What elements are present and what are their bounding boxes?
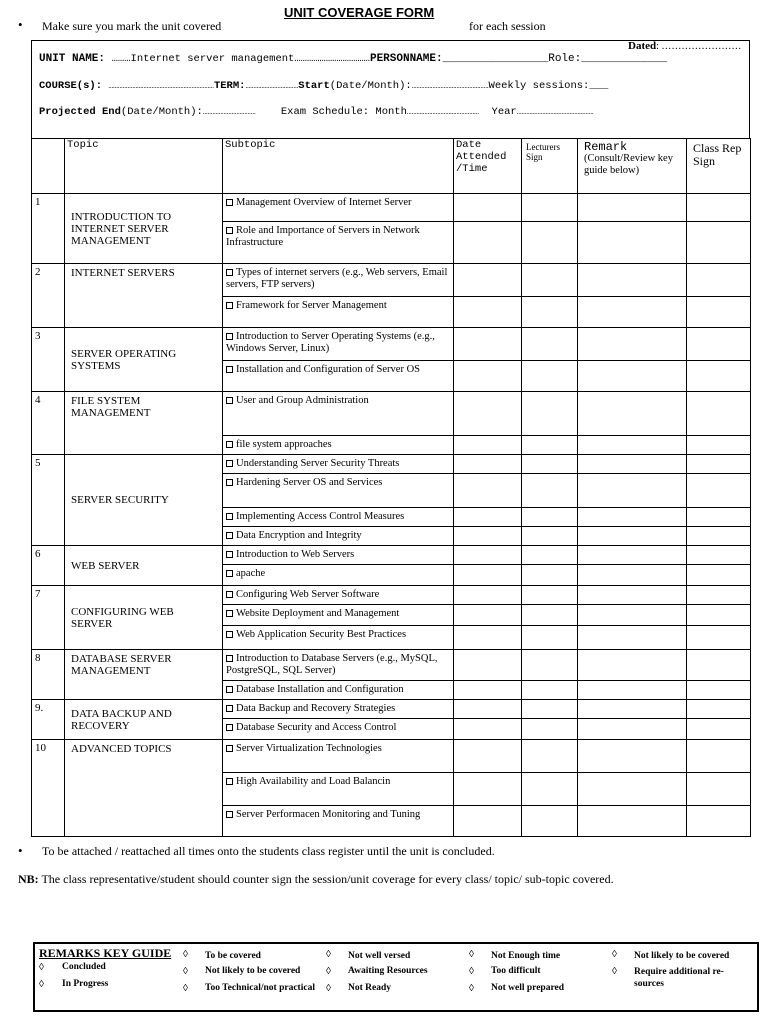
class-rep-sign-cell[interactable] (687, 455, 751, 474)
subtopic-cell (223, 474, 454, 508)
date-attended-cell[interactable] (454, 474, 522, 508)
subtopic-text: Data Encryption and Integrity (236, 530, 362, 541)
checkbox-icon[interactable] (226, 479, 233, 486)
nb-text: The class representative/student should counter sign the session/unit coverage for every class/ topic/ sub-topic covered. (41, 872, 614, 886)
subtopic-text: Understanding Server Security Threats (236, 458, 400, 469)
subtopic-cell (223, 455, 454, 474)
remark-cell[interactable] (578, 740, 687, 773)
checkbox-icon[interactable] (226, 631, 233, 638)
term-field[interactable]: …………………………… (245, 82, 299, 91)
subtopic-text: Role and Importance of Servers in Network Infrastructure (226, 225, 420, 248)
class-rep-sign-cell[interactable] (687, 700, 751, 719)
remark-cell[interactable] (578, 392, 687, 436)
date-attended-cell[interactable] (454, 297, 522, 328)
subtopic-cell (223, 527, 454, 546)
subtopic-cell (223, 194, 454, 222)
subtopic-text: Hardening Server OS and Services (236, 477, 383, 488)
row-number: 7 (32, 586, 65, 650)
table-row (32, 392, 751, 436)
subtopic-text: Introduction to Web Servers (236, 549, 355, 560)
unit-name-label: UNIT NAME: (39, 53, 106, 65)
checkbox-icon[interactable] (226, 227, 233, 234)
unit-name-row (39, 53, 667, 65)
header-remark-title: Remark (584, 140, 628, 154)
topic-cell: SERVER SECURITY (65, 455, 223, 546)
remark-cell[interactable] (578, 297, 687, 328)
subtopic-text: apache (236, 568, 266, 579)
date-attended-cell[interactable] (454, 650, 522, 681)
lecturer-sign-cell[interactable] (522, 626, 578, 650)
subtopic-cell (223, 297, 454, 328)
remark-cell[interactable] (578, 527, 687, 546)
class-rep-sign-cell[interactable] (687, 264, 751, 297)
class-rep-sign-cell[interactable] (687, 527, 751, 546)
date-attended-cell[interactable] (454, 264, 522, 297)
class-rep-sign-cell[interactable] (687, 719, 751, 740)
diamond-icon: ◊ (469, 983, 474, 994)
lecturer-sign-cell[interactable] (522, 650, 578, 681)
start-label: Start (298, 80, 330, 92)
class-rep-sign-cell[interactable] (687, 681, 751, 700)
date-attended-cell[interactable] (454, 719, 522, 740)
course-field[interactable]: ………………………………………………………… (108, 82, 214, 91)
lecturer-sign-cell[interactable] (522, 700, 578, 719)
remarks-key-item: Not likely to be covered (634, 951, 730, 961)
table-row (32, 546, 751, 565)
lecturer-sign-cell[interactable] (522, 806, 578, 837)
subtopic-cell (223, 806, 454, 837)
lecturer-sign-cell[interactable] (522, 392, 578, 436)
subtopic-cell (223, 650, 454, 681)
row-number: 2 (32, 264, 65, 328)
start-field[interactable]: ………………………………………… (411, 82, 489, 91)
subtopic-cell (223, 436, 454, 455)
class-rep-sign-cell[interactable] (687, 740, 751, 773)
checkbox-icon[interactable] (226, 570, 233, 577)
date-attended-cell[interactable] (454, 527, 522, 546)
diamond-icon: ◊ (326, 983, 331, 994)
projected-row (39, 106, 594, 118)
table-row (32, 650, 751, 681)
lecturer-sign-cell[interactable] (522, 546, 578, 565)
subtopic-text: Introduction to Database Servers (e.g., MySQL, PostgreSQL, SQL Server) (226, 653, 438, 676)
checkbox-icon[interactable] (226, 778, 233, 785)
class-rep-sign-cell[interactable] (687, 222, 751, 264)
header-topic: Topic (65, 139, 223, 194)
course-row (39, 80, 608, 92)
instruction-left: Make sure you mark the unit covered (42, 19, 222, 33)
diamond-icon: ◊ (326, 949, 331, 960)
remarks-key-item: Too Technical/not practical (205, 983, 315, 993)
subtopic-text: Server Virtualization Technologies (236, 743, 382, 754)
class-rep-sign-cell[interactable] (687, 194, 751, 222)
remark-cell[interactable] (578, 436, 687, 455)
subtopic-text: Database Security and Access Control (236, 722, 397, 733)
date-attended-cell[interactable] (454, 392, 522, 436)
checkbox-icon[interactable] (226, 551, 233, 558)
row-number: 5 (32, 455, 65, 546)
lecturer-sign-cell[interactable] (522, 527, 578, 546)
checkbox-icon[interactable] (226, 366, 233, 373)
checkbox-icon[interactable] (226, 686, 233, 693)
subtopic-text: Web Application Security Best Practices (236, 629, 407, 640)
lecturer-sign-cell[interactable] (522, 474, 578, 508)
instruction-right: for each session (469, 19, 546, 33)
lecturer-sign-cell[interactable] (522, 297, 578, 328)
lecturer-sign-cell[interactable] (522, 508, 578, 527)
projected-field[interactable]: …………………………… (202, 108, 256, 117)
row-number: 9. (32, 700, 65, 740)
subtopic-cell (223, 719, 454, 740)
remark-cell[interactable] (578, 565, 687, 586)
class-rep-sign-cell[interactable] (687, 806, 751, 837)
dated-field[interactable] (628, 40, 741, 52)
date-attended-cell[interactable] (454, 194, 522, 222)
diamond-icon: ◊ (183, 966, 188, 977)
year-label: Year (491, 106, 517, 118)
diamond-icon: ◊ (612, 966, 617, 977)
checkbox-icon[interactable] (226, 532, 233, 539)
table-row (32, 194, 751, 222)
subtopic-text: file system approaches (236, 439, 332, 450)
date-attended-cell[interactable] (454, 222, 522, 264)
remark-cell[interactable] (578, 773, 687, 806)
remark-cell[interactable] (578, 546, 687, 565)
subtopic-cell (223, 546, 454, 565)
lecturer-sign-cell[interactable] (522, 773, 578, 806)
remark-cell[interactable] (578, 605, 687, 626)
remarks-key-item: Concluded (62, 962, 106, 972)
topic-cell: INTRODUCTION TO INTERNET SERVER MANAGEMENT (65, 194, 223, 264)
header-remark (578, 139, 687, 194)
table-header-row (32, 139, 751, 194)
subtopic-text: Server Performacen Monitoring and Tuning (236, 809, 421, 820)
date-attended-cell[interactable] (454, 773, 522, 806)
remark-cell[interactable] (578, 474, 687, 508)
subtopic-cell (223, 586, 454, 605)
topic-cell: SERVER OPERATING SYSTEMS (65, 328, 223, 392)
dated-dots: : …………………… (656, 41, 742, 52)
lecturer-sign-cell[interactable] (522, 565, 578, 586)
row-number: 3 (32, 328, 65, 392)
remark-cell[interactable] (578, 719, 687, 740)
projected-label: Projected End (39, 106, 121, 118)
remark-cell[interactable] (578, 650, 687, 681)
subtopic-text: Configuring Web Server Software (236, 589, 380, 600)
date-attended-cell[interactable] (454, 565, 522, 586)
lecturer-sign-cell[interactable] (522, 681, 578, 700)
lecturer-sign-cell[interactable] (522, 455, 578, 474)
remarks-key-item: Too difficult (491, 966, 541, 976)
date-attended-cell[interactable] (454, 740, 522, 773)
class-rep-sign-cell[interactable] (687, 392, 751, 436)
personname-field[interactable]: ________________ (442, 53, 549, 65)
diamond-icon: ◊ (39, 979, 44, 990)
date-attended-cell[interactable] (454, 681, 522, 700)
form-title: UNIT COVERAGE FORM (284, 5, 435, 20)
header-date-attended: Date Attended /Time (454, 139, 522, 194)
header-remark-sub: (Consult/Review key guide below) (584, 153, 673, 176)
row-number: 8 (32, 650, 65, 700)
lecturer-sign-cell[interactable] (522, 719, 578, 740)
coverage-table (31, 138, 751, 837)
checkbox-icon[interactable] (226, 655, 233, 662)
diamond-icon: ◊ (326, 966, 331, 977)
diamond-icon: ◊ (612, 949, 617, 960)
row-number: 4 (32, 392, 65, 455)
class-rep-sign-cell[interactable] (687, 586, 751, 605)
class-rep-sign-cell[interactable] (687, 297, 751, 328)
class-rep-sign-cell[interactable] (687, 328, 751, 361)
diamond-icon: ◊ (39, 962, 44, 973)
table-row (32, 700, 751, 719)
remarks-key-item: Not Ready (348, 983, 392, 993)
subtopic-text: Website Deployment and Management (236, 608, 400, 619)
attach-note: To be attached / reattached all times onto the students class register until the unit is concluded. (42, 844, 495, 858)
subtopic-cell (223, 508, 454, 527)
subtopic-cell (223, 681, 454, 700)
subtopic-text: Management Overview of Internet Server (236, 197, 412, 208)
remark-cell[interactable] (578, 328, 687, 361)
lecturer-sign-cell[interactable] (522, 436, 578, 455)
remark-cell[interactable] (578, 361, 687, 392)
header-subtopic: Subtopic (223, 139, 454, 194)
remark-cell[interactable] (578, 700, 687, 719)
date-attended-cell[interactable] (454, 455, 522, 474)
class-rep-sign-cell[interactable] (687, 546, 751, 565)
weekly-sessions[interactable]: Weekly sessions:___ (488, 80, 609, 92)
topic-cell: DATABASE SERVER MANAGEMENT (65, 650, 223, 700)
subtopic-cell (223, 361, 454, 392)
date-attended-cell[interactable] (454, 361, 522, 392)
remarks-key-item: Not Enough time (491, 951, 561, 961)
lecturer-sign-cell[interactable] (522, 361, 578, 392)
remark-cell[interactable] (578, 681, 687, 700)
subtopic-cell (223, 740, 454, 773)
date-attended-cell[interactable] (454, 508, 522, 527)
subtopic-text: Framework for Server Management (236, 300, 387, 311)
checkbox-icon[interactable] (226, 269, 233, 276)
date-attended-cell[interactable] (454, 586, 522, 605)
subtopic-cell (223, 605, 454, 626)
class-rep-sign-cell[interactable] (687, 773, 751, 806)
class-rep-sign-cell[interactable] (687, 436, 751, 455)
date-attended-cell[interactable] (454, 700, 522, 719)
nb-note (18, 872, 614, 887)
remarks-key-item: Not likely to be covered (205, 966, 301, 976)
subtopic-cell (223, 773, 454, 806)
class-rep-sign-cell[interactable] (687, 650, 751, 681)
remark-cell[interactable] (578, 626, 687, 650)
remark-cell[interactable] (578, 222, 687, 264)
instruction-bullet: • (18, 17, 23, 32)
lecturer-sign-cell[interactable] (522, 740, 578, 773)
subtopic-cell (223, 626, 454, 650)
class-rep-sign-cell[interactable] (687, 508, 751, 527)
subtopic-text: Implementing Access Control Measures (236, 511, 405, 522)
table-row (32, 264, 751, 297)
subtopic-cell (223, 264, 454, 297)
checkbox-icon[interactable] (226, 460, 233, 467)
course-label: COURSE(s): (39, 80, 103, 92)
checkbox-icon[interactable] (226, 591, 233, 598)
topic-cell: CONFIGURING WEB SERVER (65, 586, 223, 650)
remarks-key-item: Not well versed (348, 951, 411, 961)
checkbox-icon[interactable] (226, 705, 233, 712)
role-label: Role: (548, 53, 582, 65)
checkbox-icon[interactable] (226, 610, 233, 617)
header-num-cell (32, 139, 65, 194)
checkbox-icon[interactable] (226, 811, 233, 818)
remark-cell[interactable] (578, 806, 687, 837)
remarks-key-item: Not well prepared (491, 983, 565, 993)
remark-cell[interactable] (578, 194, 687, 222)
start-hint: (Date/Month): (329, 80, 412, 92)
remarks-key-item: Require additional re-sources (634, 967, 724, 989)
remark-cell[interactable] (578, 264, 687, 297)
diamond-icon: ◊ (469, 966, 474, 977)
unit-name-value[interactable]: ………Internet server management……………………………… (111, 53, 370, 65)
table-row (32, 740, 751, 773)
table-row (32, 455, 751, 474)
subtopic-cell (223, 328, 454, 361)
exam-field[interactable]: ……………………………………… (406, 108, 479, 117)
subtopic-text: User and Group Administration (236, 395, 369, 406)
lecturer-sign-cell[interactable] (522, 586, 578, 605)
remarks-key-item: In Progress (62, 979, 109, 989)
checkbox-icon[interactable] (226, 333, 233, 340)
dated-label: Dated (628, 40, 657, 52)
remark-cell[interactable] (578, 508, 687, 527)
table-row (32, 586, 751, 605)
lecturer-sign-cell[interactable] (522, 605, 578, 626)
date-attended-cell[interactable] (454, 328, 522, 361)
role-field[interactable]: _____________ (581, 53, 668, 65)
table-row (32, 328, 751, 361)
lecturer-sign-cell[interactable] (522, 328, 578, 361)
attach-bullet: • (18, 843, 23, 858)
date-attended-cell[interactable] (454, 605, 522, 626)
topic-cell: DATA BACKUP AND RECOVERY (65, 700, 223, 740)
diamond-icon: ◊ (469, 949, 474, 960)
checkbox-icon[interactable] (226, 724, 233, 731)
lecturer-sign-cell[interactable] (522, 222, 578, 264)
projected-hint: (Date/Month): (120, 106, 203, 118)
row-number: 6 (32, 546, 65, 586)
subtopic-text: Database Installation and Configuration (236, 684, 404, 695)
remark-cell[interactable] (578, 455, 687, 474)
checkbox-icon[interactable] (226, 513, 233, 520)
subtopic-cell (223, 700, 454, 719)
diamond-icon: ◊ (183, 949, 188, 960)
class-rep-sign-cell[interactable] (687, 626, 751, 650)
topic-cell: WEB SERVER (65, 546, 223, 586)
class-rep-sign-cell[interactable] (687, 605, 751, 626)
subtopic-text: Data Backup and Recovery Strategies (236, 703, 396, 714)
remark-cell[interactable] (578, 586, 687, 605)
date-attended-cell[interactable] (454, 546, 522, 565)
row-number: 10 (32, 740, 65, 837)
remarks-key-item: To be covered (205, 951, 261, 961)
row-number: 1 (32, 194, 65, 264)
subtopic-text: Introduction to Server Operating Systems (e.g., Windows Server, Linux) (226, 331, 435, 354)
diamond-icon: ◊ (183, 983, 188, 994)
checkbox-icon[interactable] (226, 199, 233, 206)
subtopic-text: Types of internet servers (e.g., Web servers, Email servers, FTP servers) (226, 267, 448, 290)
checkbox-icon[interactable] (226, 302, 233, 309)
checkbox-icon[interactable] (226, 397, 233, 404)
remarks-key-item: Awaiting Resources (348, 966, 428, 976)
lecturer-sign-cell[interactable] (522, 264, 578, 297)
checkbox-icon[interactable] (226, 745, 233, 752)
checkbox-icon[interactable] (226, 441, 233, 448)
topic-cell: ADVANCED TOPICS (65, 740, 223, 837)
topic-cell: FILE SYSTEM MANAGEMENT (65, 392, 223, 455)
remarks-key-title: REMARKS KEY GUIDE (39, 946, 172, 960)
header-lecturers-sign: Lecturers Sign (522, 139, 578, 194)
term-label: TERM: (213, 80, 246, 92)
date-attended-cell[interactable] (454, 626, 522, 650)
nb-label: NB: (18, 872, 39, 886)
subtopic-cell (223, 392, 454, 436)
personname-label: PERSONNAME: (369, 53, 443, 65)
date-attended-cell[interactable] (454, 436, 522, 455)
topic-cell: INTERNET SERVERS (65, 264, 223, 328)
subtopic-cell (223, 222, 454, 264)
class-rep-sign-cell[interactable] (687, 474, 751, 508)
lecturer-sign-cell[interactable] (522, 194, 578, 222)
subtopic-text: Installation and Configuration of Server OS (236, 364, 421, 375)
subtopic-cell (223, 565, 454, 586)
header-class-rep-sign: Class Rep Sign (687, 139, 751, 194)
date-attended-cell[interactable] (454, 806, 522, 837)
exam-label: Exam Schedule: Month (280, 106, 407, 118)
subtopic-text: High Availability and Load Balancin (236, 776, 391, 787)
class-rep-sign-cell[interactable] (687, 361, 751, 392)
class-rep-sign-cell[interactable] (687, 565, 751, 586)
year-field[interactable]: ………………………………………… (516, 108, 594, 117)
